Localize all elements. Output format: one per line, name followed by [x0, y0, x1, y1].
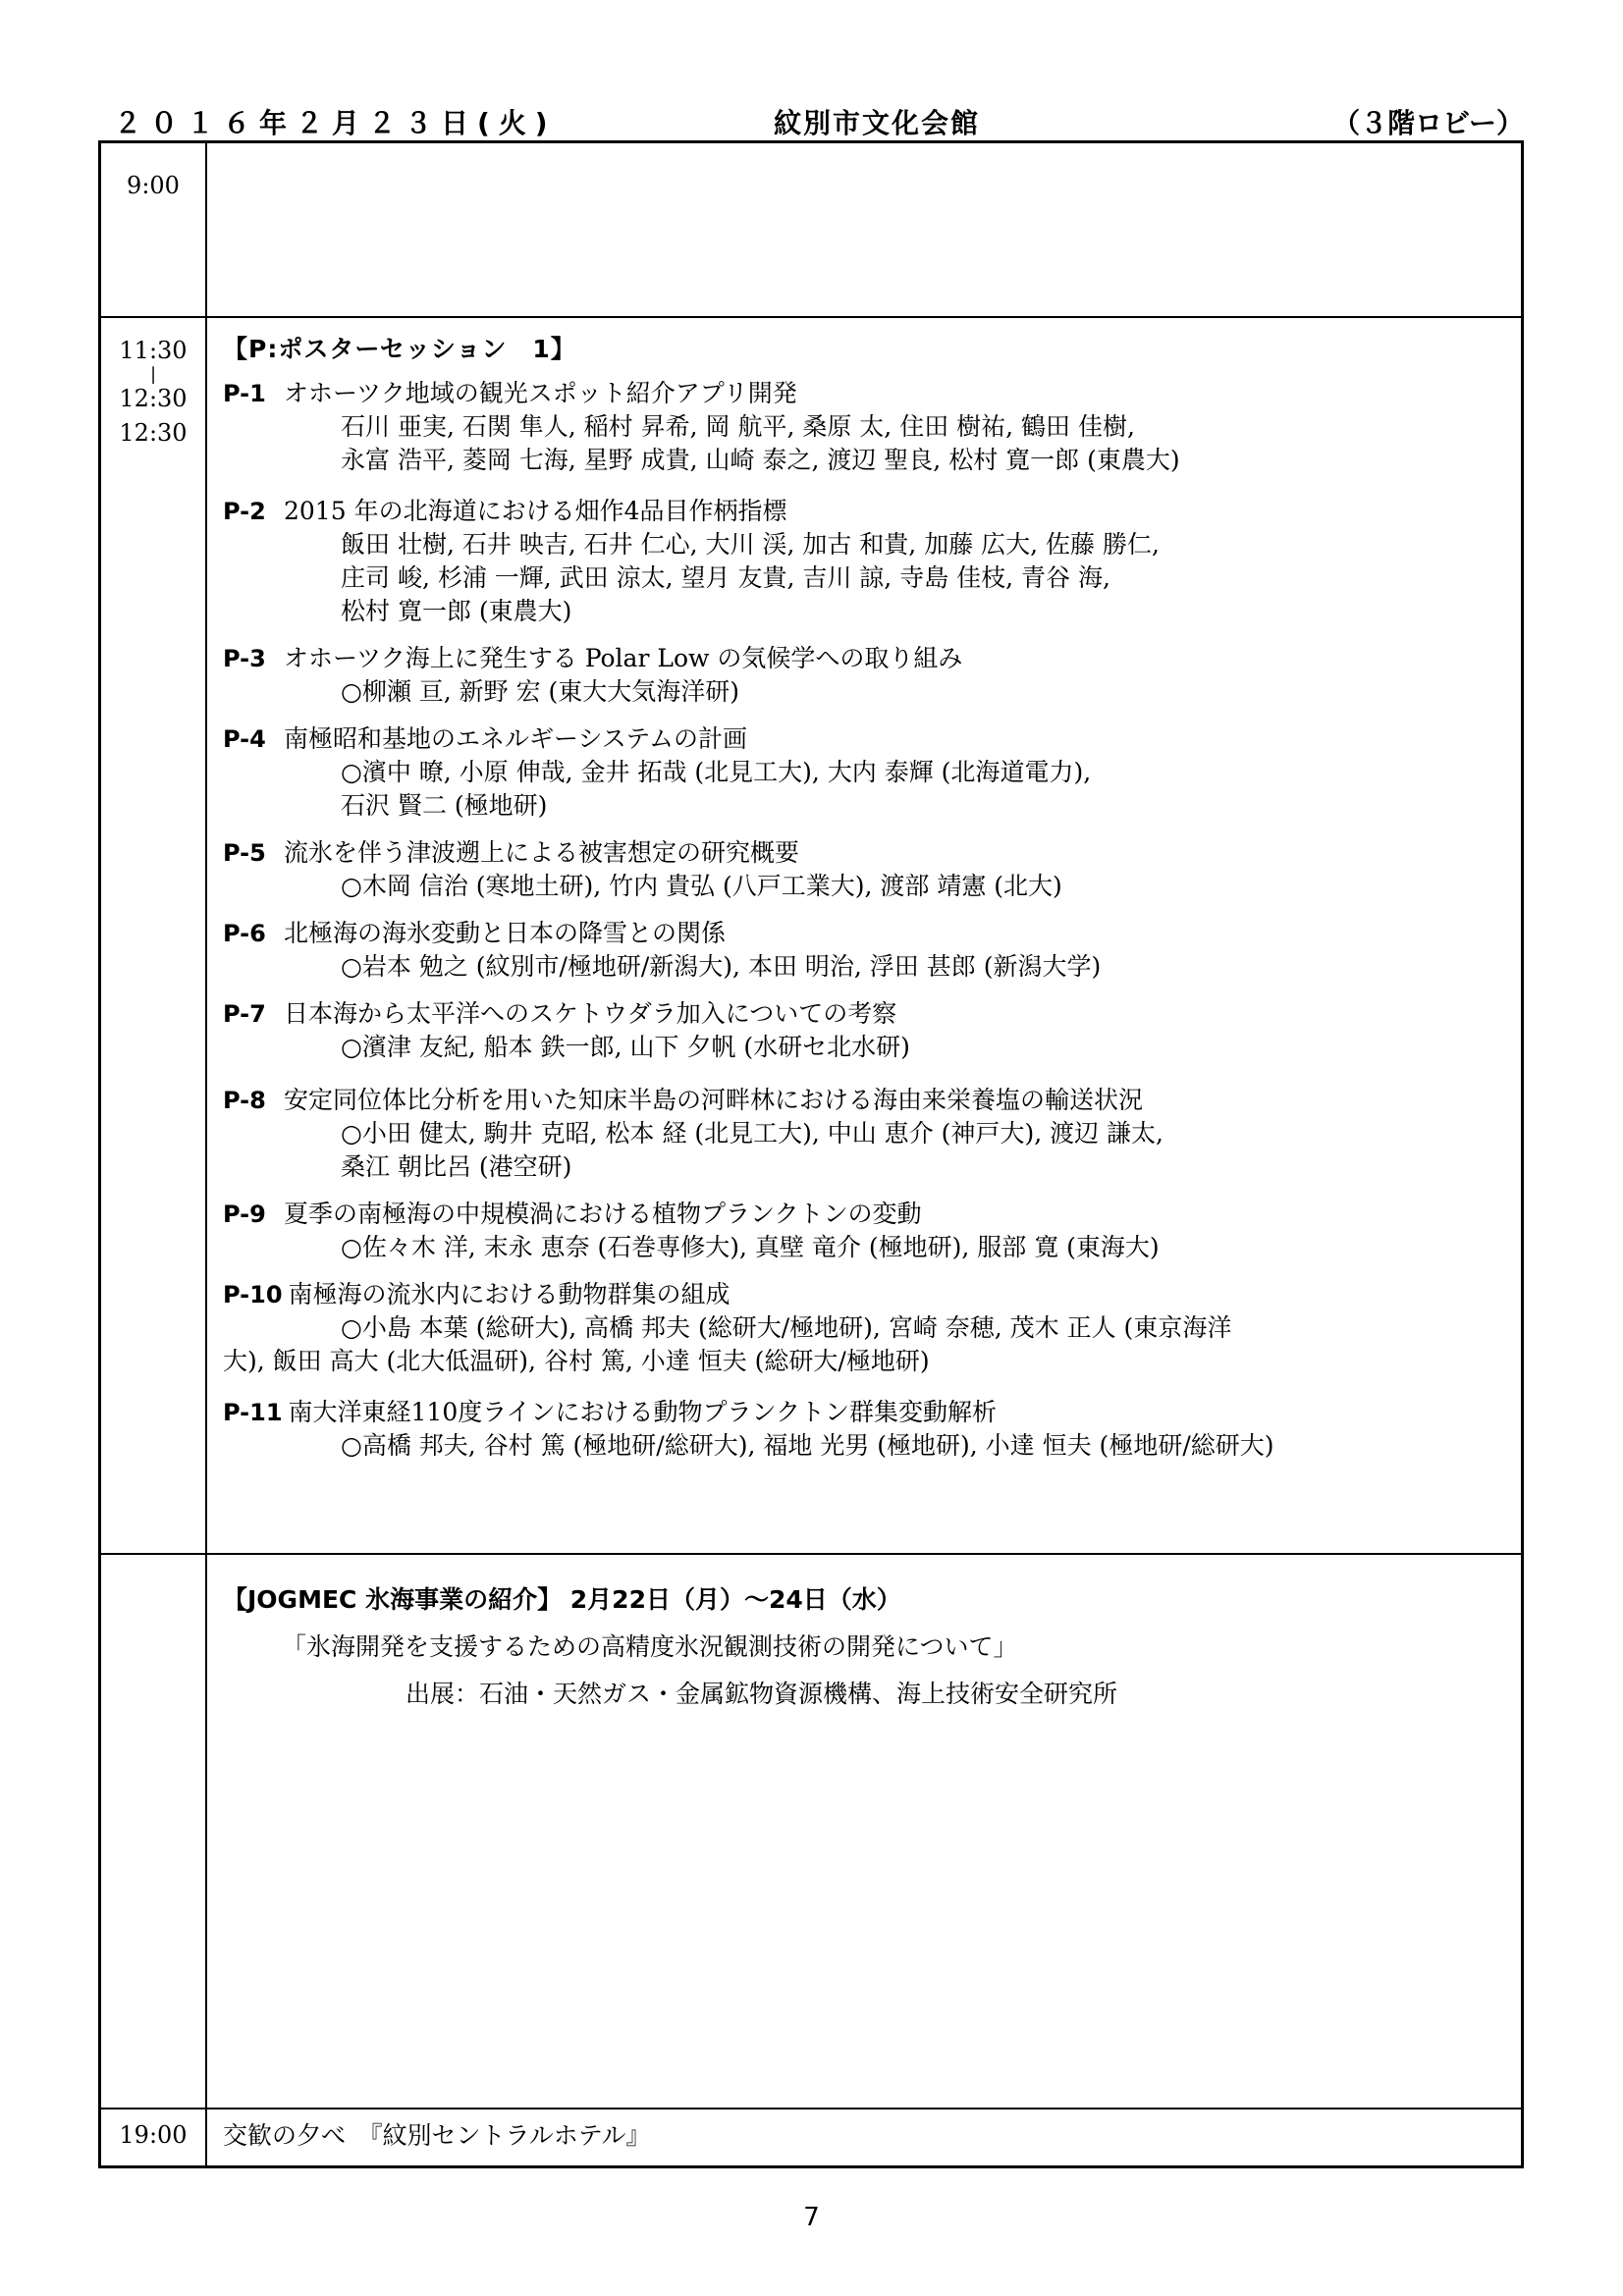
page-header: [98, 102, 1524, 141]
time-label: 19:00: [119, 2121, 188, 2149]
poster-authors: 石川 亜実, 石関 隼人, 稲村 昇希, 岡 航平, 桑原 太, 住田 樹祐, 鶴田 佳樹, 永富 浩平, 菱岡 七海, 星野 成貴, 山崎 泰之, 渡辺 聖良, 松村 寛一郎 (東農大): [341, 412, 1180, 474]
poster-title: 安定同位体比分析を用いた知床半島の河畔林における海由来栄養塩の輸送状況: [284, 1086, 1144, 1114]
header-date: ２０１６年２月２３日(火): [114, 107, 557, 139]
poster-id: P-8: [223, 1087, 266, 1114]
poster-title: 北極海の海氷変動と日本の降雪との関係: [284, 919, 727, 947]
jogmec-exhibitor: 出展：石油・天然ガス・金属鉱物資源機構、海上技術安全研究所: [406, 1680, 1118, 1708]
poster-title: オホーツク地域の観光スポット紹介アプリ開発: [284, 379, 797, 407]
page-number: 7: [803, 2203, 820, 2232]
poster-id: P-4: [223, 725, 266, 753]
time-slot-4: [101, 2118, 205, 2153]
row-divider: [101, 2108, 1521, 2109]
poster-title: 南大洋東経110度ラインにおける動物プランクトン群集変動解析: [288, 1398, 998, 1426]
poster-authors: ○佐々木 洋, 末永 恵奈 (石巻専修大), 真壁 竜介 (極地研), 服部 寛 (東海大): [341, 1233, 1160, 1261]
poster-authors: ○高橋 邦夫, 谷村 篤 (極地研/総研大), 福地 光男 (極地研), 小達 恒夫 (極地研/総研大): [341, 1431, 1274, 1460]
poster-id: P-9: [223, 1201, 266, 1228]
poster-item: [223, 997, 1507, 1064]
poster-authors: 飯田 壮樹, 石井 映吉, 石井 仁心, 大川 渓, 加古 和貴, 加藤 広大, 佐藤 勝仁, 庄司 峻, 杉浦 一輝, 武田 涼太, 望月 友貴, 吉川 諒, 寺島 佳枝, 青谷 海, 松村 寛一郎 (東農大): [341, 530, 1160, 625]
poster-id: P-11: [223, 1399, 283, 1426]
poster-id: P-2: [223, 498, 266, 525]
poster-session-title: 【P:ポスターセッション 1】: [223, 335, 576, 363]
poster-authors: ○柳瀬 亘, 新野 宏 (東大大気海洋研): [341, 677, 740, 706]
poster-id: P-3: [223, 645, 266, 672]
row-divider: [101, 1553, 1521, 1555]
jogmec-section: [223, 1582, 1507, 1712]
poster-item: [223, 917, 1507, 984]
poster-title: 流氷を伴う津波遡上による被害想定の研究概要: [284, 838, 800, 867]
poster-authors: ○濱中 暸, 小原 伸哉, 金井 拓哉 (北見工大), 大内 泰輝 (北海道電力), 石沢 賢二 (極地研): [341, 758, 1092, 820]
poster-title: 2015 年の北海道における畑作4品目作柄指標: [284, 497, 787, 525]
poster-authors: ○木岡 信治 (寒地土研), 竹内 貴弘 (八戸工業大), 渡部 靖憲 (北大): [341, 872, 1062, 900]
jogmec-subtitle: 「氷海開発を支援するための高精度氷況観測技術の開発について」: [282, 1632, 1018, 1661]
poster-session: [223, 332, 1507, 1463]
poster-item: [223, 722, 1507, 823]
poster-item: [223, 1084, 1507, 1184]
time-slot-1: [101, 169, 205, 203]
poster-authors: ○小田 健太, 駒井 克昭, 松本 経 (北見工大), 中山 恵介 (神戸大), 渡辺 謙太, 桑江 朝比呂 (港空研): [341, 1119, 1163, 1181]
time-start: 11:30: [119, 337, 188, 364]
poster-id: P-1: [223, 380, 266, 407]
poster-title: 南極海の流氷内における動物群集の組成: [288, 1280, 730, 1308]
schedule-table: [98, 140, 1524, 2168]
evening-event: 交歓の夕べ 『紋別セントラルホテル』: [223, 2121, 651, 2150]
poster-title: 夏季の南極海の中規模渦における植物プランクトンの変動: [284, 1200, 922, 1228]
jogmec-title: 【JOGMEC 氷海事業の紹介】 2月22日（月）～24日（水）: [223, 1585, 901, 1614]
row-divider: [101, 316, 1521, 318]
poster-item: [223, 1198, 1507, 1264]
poster-title: オホーツク海上に発生する Polar Low の気候学への取り組み: [284, 644, 963, 672]
time-end: 12:30: [119, 385, 188, 412]
poster-item: [223, 495, 1507, 628]
poster-authors: ○小島 本葉 (総研大), 高橋 邦夫 (総研大/極地研), 宮崎 奈穂, 茂木 正人 (東京海洋 大), 飯田 高大 (北大低温研), 谷村 篤, 小達 恒夫 (総研大/極地研): [223, 1313, 1232, 1375]
poster-title: 南極昭和基地のエネルギーシステムの計画: [284, 724, 748, 753]
time-label: 9:00: [127, 172, 180, 199]
poster-id: P-10: [223, 1281, 283, 1308]
poster-authors: ○濱津 友紀, 船本 鉄一郎, 山下 夕帆 (水研セ北水研): [341, 1033, 910, 1061]
poster-item: [223, 836, 1507, 903]
poster-item: [223, 642, 1507, 709]
poster-id: P-5: [223, 839, 266, 867]
time-end-repeat: 12:30: [119, 419, 188, 447]
poster-item: [223, 377, 1507, 477]
poster-id: P-7: [223, 1000, 266, 1028]
poster-title: 日本海から太平洋へのスケトウダラ加入についての考察: [284, 999, 897, 1028]
poster-id: P-6: [223, 920, 266, 947]
time-column-divider: [205, 143, 207, 2165]
time-dash: |: [149, 364, 157, 385]
header-room: （３階ロビー）: [1332, 107, 1524, 139]
time-slot-2: [101, 334, 205, 451]
header-venue: 紋別市文化会館: [774, 107, 981, 139]
poster-authors: ○岩本 勉之 (紋別市/極地研/新潟大), 本田 明治, 浮田 甚郎 (新潟大学): [341, 952, 1102, 981]
poster-item: [223, 1278, 1507, 1378]
poster-item: [223, 1396, 1507, 1463]
